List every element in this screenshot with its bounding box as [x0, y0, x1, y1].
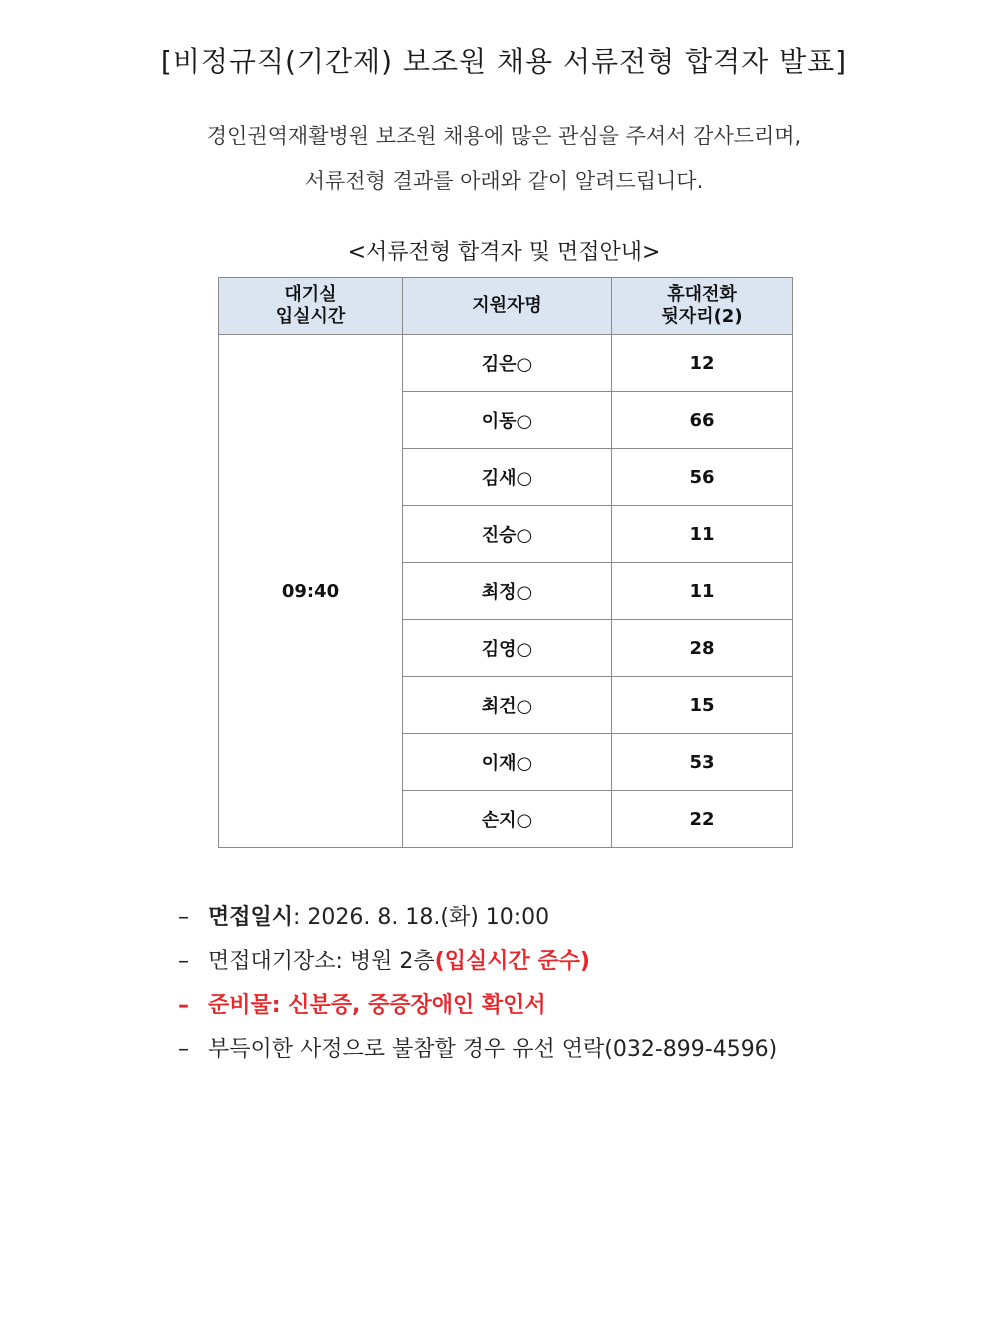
- interview-date-value: : 2026. 8. 18.(화) 10:00: [293, 905, 550, 930]
- header-entry-time-line1: 대기실: [284, 284, 337, 305]
- intro-line-1: 경인권역재활병원 보조원 채용에 많은 관심을 주셔서 감사드리며,: [206, 124, 802, 148]
- applicant-name: 이동○: [403, 392, 612, 449]
- header-phone-line1: 휴대전화: [667, 284, 737, 305]
- applicant-name: 손지○: [403, 791, 612, 848]
- applicant-name: 진승○: [403, 506, 612, 563]
- contact-text: 부득이한 사정으로 불참할 경우 유선 연락(032-899-4596): [208, 1037, 778, 1062]
- header-entry-time: [219, 278, 403, 335]
- phone-digits: 56: [612, 449, 793, 506]
- note-waiting-place: [178, 944, 777, 988]
- preparation-text: 준비물: 신분증, 중증장애인 확인서: [208, 993, 546, 1018]
- phone-digits: 12: [612, 335, 793, 392]
- bullet-dash: –: [178, 949, 189, 974]
- phone-digits: 22: [612, 791, 793, 848]
- applicant-name: 이재○: [403, 734, 612, 791]
- applicant-name: 최정○: [403, 563, 612, 620]
- waiting-place-text: 면접대기장소: 병원 2층: [208, 949, 435, 974]
- applicant-table: [218, 277, 793, 848]
- header-phone-digits: [612, 278, 793, 335]
- intro-line-2: 서류전형 결과를 아래와 같이 알려드립니다.: [304, 169, 704, 193]
- applicant-name: 김은○: [403, 335, 612, 392]
- bullet-dash: –: [178, 993, 189, 1018]
- header-applicant-name: 지원자명: [403, 278, 612, 335]
- note-interview-date: [178, 900, 777, 944]
- bullet-dash: –: [178, 1037, 189, 1062]
- interview-date-label: 면접일시: [208, 905, 294, 930]
- page-title: [비정규직(기간제) 보조원 채용 서류전형 합격자 발표]: [160, 45, 848, 78]
- phone-digits: 15: [612, 677, 793, 734]
- entry-time-cell: 09:40: [219, 335, 403, 848]
- bullet-dash: –: [178, 905, 189, 930]
- note-contact: [178, 1032, 777, 1076]
- applicant-name: 김새○: [403, 449, 612, 506]
- table-row: [219, 335, 793, 392]
- waiting-place-highlight: (입실시간 준수): [434, 949, 590, 974]
- applicant-name: 최건○: [403, 677, 612, 734]
- table-caption: <서류전형 합격자 및 면접안내>: [347, 240, 661, 265]
- note-preparation: [178, 988, 777, 1032]
- phone-digits: 28: [612, 620, 793, 677]
- phone-digits: 11: [612, 563, 793, 620]
- phone-digits: 53: [612, 734, 793, 791]
- header-entry-time-line2: 입실시간: [275, 306, 346, 327]
- phone-digits: 11: [612, 506, 793, 563]
- header-phone-line2: 뒷자리(2): [661, 306, 743, 327]
- applicant-name: 김영○: [403, 620, 612, 677]
- table-header-row: [219, 278, 793, 335]
- notice-list: [178, 900, 777, 1076]
- phone-digits: 66: [612, 392, 793, 449]
